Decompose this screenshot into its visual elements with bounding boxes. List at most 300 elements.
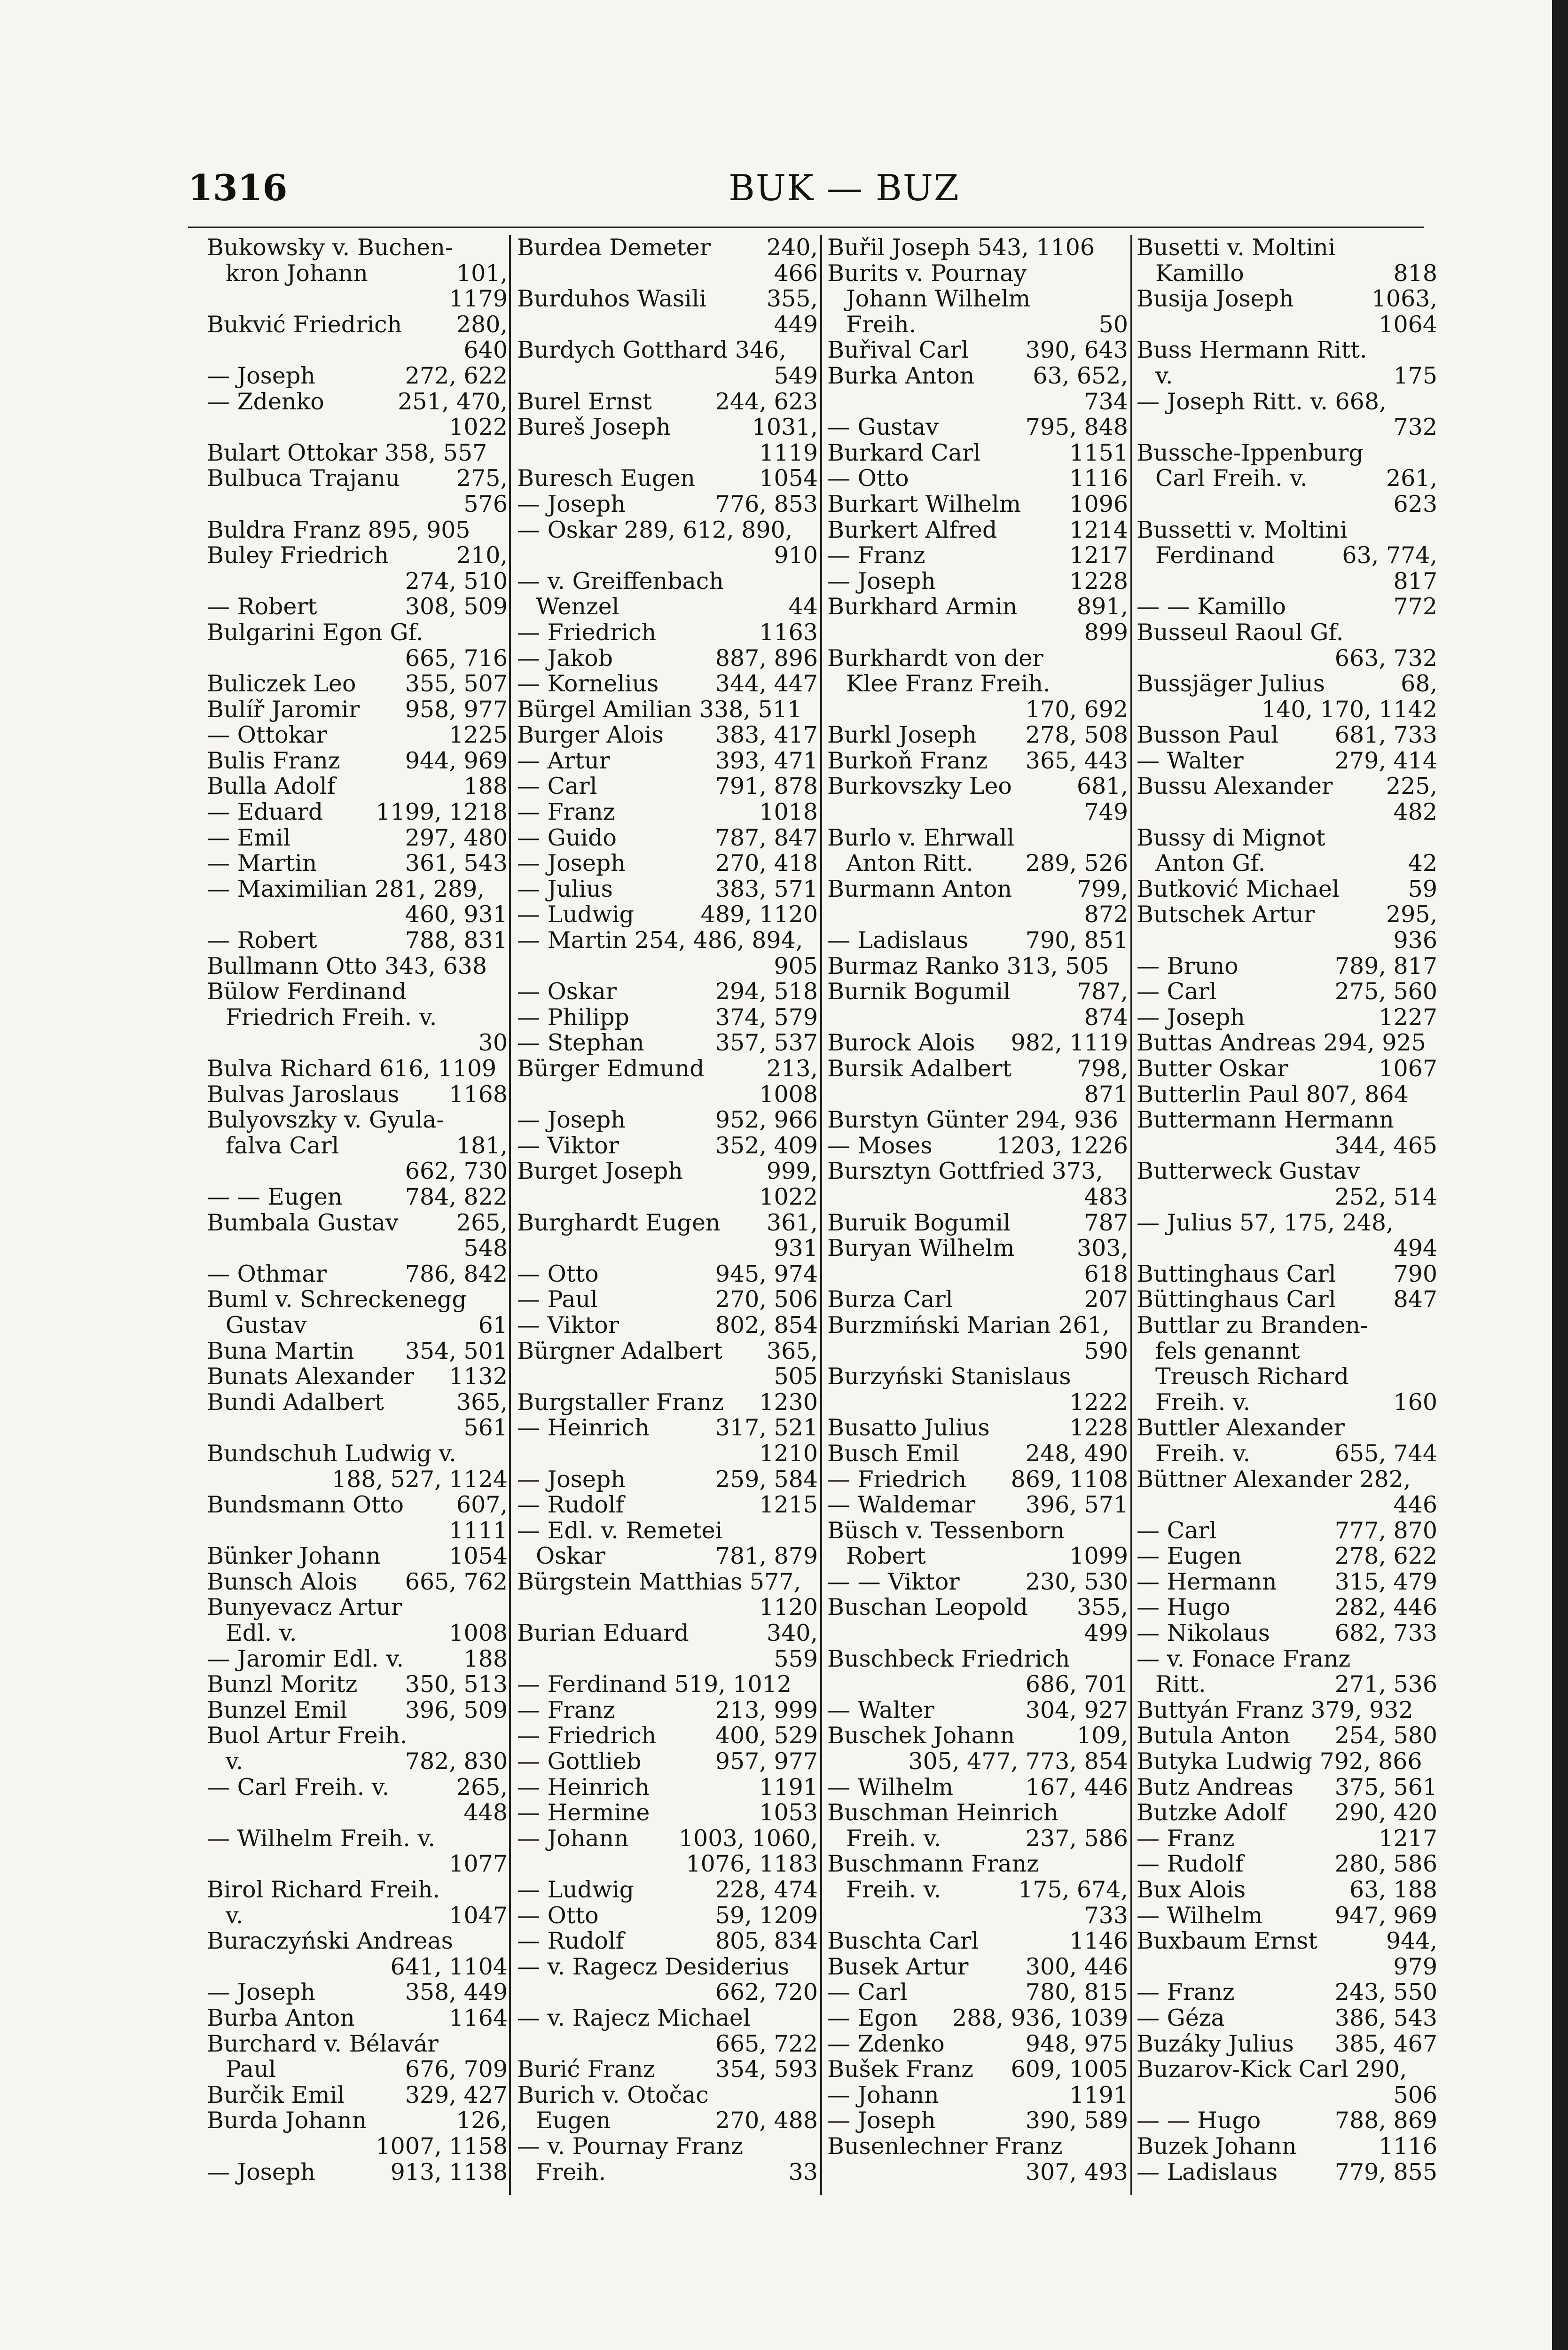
- entry-refs: 279, 414: [1334, 747, 1437, 774]
- directory-entry: [517, 1005, 818, 1031]
- entry-refs: 271, 536: [1334, 1671, 1437, 1698]
- entry-line: [1137, 1928, 1437, 1954]
- entry-line: 549: [774, 362, 818, 389]
- directory-entry: [207, 466, 508, 517]
- directory-entry: [827, 774, 1128, 825]
- entry-refs: 999,: [766, 1158, 818, 1185]
- entry-refs: 777, 870: [1334, 1517, 1437, 1544]
- entry-name: Butz Andreas: [1137, 1773, 1294, 1801]
- directory-entry: [517, 492, 818, 517]
- directory-entry: [207, 1082, 508, 1108]
- entry-name: — Ludwig: [517, 1876, 635, 1903]
- entry-refs: 126,: [456, 2107, 508, 2134]
- entry-name: Oskar: [536, 1543, 605, 1570]
- entry-refs: 789, 817: [1334, 952, 1437, 979]
- entry-line: [1137, 2134, 1437, 2160]
- entry-name: Burger Alois: [517, 721, 664, 749]
- entry-line: 1222: [1069, 1388, 1128, 1416]
- entry-name: Buna Martin: [207, 1337, 354, 1364]
- entry-refs: 790: [1393, 1260, 1437, 1287]
- entry-name: — Ottokar: [207, 721, 327, 749]
- entry-refs: 1191: [759, 1773, 818, 1801]
- entry-refs: 1067: [1379, 1055, 1437, 1082]
- entry-name: Buřival Carl: [827, 337, 969, 364]
- entry-name: — Paul: [517, 1286, 598, 1313]
- directory-entry: [827, 492, 1128, 517]
- entry-line: Buschmann Franz: [827, 1850, 1039, 1878]
- entry-name: — Friedrich: [517, 1722, 657, 1749]
- entry-refs: 1031,: [752, 414, 818, 441]
- entry-refs: 237, 586: [1025, 1825, 1128, 1852]
- entry-refs: 982, 1119: [1011, 1029, 1128, 1057]
- entry-line: [1137, 902, 1437, 928]
- directory-entry: [827, 954, 1128, 979]
- entry-refs: 1054: [759, 465, 818, 492]
- entry-refs: 278, 622: [1334, 1543, 1437, 1570]
- entry-refs: 1163: [759, 619, 818, 646]
- entry-line: [207, 671, 508, 697]
- entry-name: Bürgner Adalbert: [517, 1337, 723, 1364]
- directory-entry: [517, 1415, 818, 1466]
- entry-name: — Kornelius: [517, 670, 659, 697]
- entry-refs: 308, 509: [405, 593, 508, 620]
- directory-entry: [827, 1595, 1128, 1646]
- entry-name: — Joseph: [517, 1465, 626, 1493]
- entry-refs: 109,: [1076, 1722, 1128, 1749]
- entry-refs: 213,: [766, 1055, 818, 1082]
- directory-entry: [827, 2005, 1128, 2031]
- directory-entry: [517, 1492, 818, 1518]
- entry-refs: 358, 449: [405, 1979, 508, 2006]
- entry-refs: 787: [1084, 1209, 1128, 1236]
- entry-refs: 772: [1393, 593, 1437, 620]
- entry-line: [827, 1723, 1128, 1749]
- entry-refs: 375, 561: [1334, 1773, 1437, 1801]
- entry-refs: 1063,: [1371, 285, 1437, 313]
- entry-name: Burkard Carl: [827, 439, 981, 466]
- entry-line: [517, 1492, 818, 1518]
- entry-name: — Carl: [1137, 978, 1217, 1005]
- entry-line: Burits v. Pournay: [827, 259, 1027, 287]
- entry-line: [517, 1210, 818, 1236]
- directory-entry: [1137, 2057, 1437, 2108]
- entry-name: Robert: [846, 1543, 926, 1570]
- entry-line: 1179: [449, 285, 508, 313]
- entry-name: Bundsmann Otto: [207, 1491, 404, 1519]
- entry-line: [827, 1287, 1128, 1313]
- directory-entry: [517, 902, 818, 928]
- entry-line: [207, 312, 508, 338]
- directory-entry: [1137, 1928, 1437, 1980]
- entry-line: [207, 543, 508, 569]
- entry-name: — Eduard: [207, 799, 323, 826]
- directory-entry: [827, 1287, 1128, 1313]
- entry-line: 30: [478, 1029, 508, 1057]
- directory-entry: [827, 1364, 1128, 1415]
- entry-name: Buley Friedrich: [207, 542, 389, 569]
- entry-line: [517, 1056, 818, 1082]
- directory-entry: [517, 1390, 818, 1416]
- entry-refs: 869, 1108: [1011, 1465, 1128, 1493]
- entry-name: — Walter: [827, 1696, 934, 1723]
- entry-line: 732: [1393, 414, 1437, 441]
- entry-line: 170, 692: [1025, 696, 1128, 723]
- entry-refs: 181,: [456, 1132, 508, 1159]
- directory-entry: [207, 1698, 508, 1723]
- entry-line: [1137, 1441, 1437, 1467]
- entry-refs: 44: [788, 593, 818, 620]
- entry-line: [517, 979, 818, 1005]
- directory-entry: [827, 877, 1128, 928]
- entry-refs: 270, 488: [715, 2107, 818, 2134]
- entry-refs: 280,: [456, 311, 508, 338]
- entry-line: [827, 722, 1128, 748]
- entry-name: — Hermine: [517, 1799, 650, 1826]
- entry-refs: 1008: [449, 1620, 508, 1647]
- entry-name: — Bruno: [1137, 952, 1239, 979]
- entry-name: — Eugen: [1137, 1543, 1242, 1570]
- entry-line: [517, 594, 818, 620]
- entry-refs: 272, 622: [405, 362, 508, 389]
- directory-entry: [1137, 774, 1437, 825]
- entry-line: [517, 799, 818, 825]
- entry-line: 460, 931: [405, 901, 508, 928]
- directory-entry: [207, 979, 508, 1056]
- entry-refs: 240,: [766, 234, 818, 261]
- entry-name: — Otto: [517, 1260, 599, 1287]
- directory-entry: [1137, 1030, 1437, 1056]
- directory-entry: [827, 517, 1128, 543]
- entry-line: Bulart Ottokar 358, 557: [207, 439, 487, 466]
- entry-line: 1022: [759, 1183, 818, 1210]
- entry-name: Bulis Franz: [207, 747, 340, 774]
- entry-name: Buresch Eugen: [517, 465, 695, 492]
- entry-refs: 261,: [1386, 465, 1437, 492]
- entry-name: — Martin: [207, 850, 317, 877]
- directory-entry: [207, 1339, 508, 1364]
- entry-refs: 802, 854: [715, 1311, 818, 1339]
- column-divider: [509, 235, 511, 2195]
- entry-refs: 1168: [449, 1081, 508, 1108]
- directory-entry: [207, 1543, 508, 1569]
- entry-refs: 944, 969: [405, 747, 508, 774]
- entry-refs: 361, 543: [405, 850, 508, 877]
- directory-entry: [827, 1851, 1128, 1928]
- entry-line: [827, 1595, 1128, 1621]
- entry-refs: 787,: [1076, 978, 1128, 1005]
- entry-name: Burduhos Wasili: [517, 285, 707, 313]
- directory-entry: [207, 799, 508, 825]
- directory-entry: [517, 1030, 818, 1056]
- directory-entry: [207, 1184, 508, 1210]
- directory-entry: [827, 2108, 1128, 2134]
- directory-entry: [207, 1364, 508, 1390]
- directory-entry: [207, 235, 508, 312]
- entry-line: [1137, 877, 1437, 902]
- entry-name: — Joseph: [517, 850, 626, 877]
- entry-refs: 280, 586: [1334, 1850, 1437, 1878]
- entry-refs: 780, 815: [1025, 1979, 1128, 2006]
- directory-entry: [827, 235, 1128, 261]
- entry-refs: 847: [1393, 1286, 1437, 1313]
- entry-refs: 944,: [1386, 1927, 1437, 1955]
- directory-entry: [827, 1236, 1128, 1287]
- entry-line: [207, 1339, 508, 1364]
- directory-entry: [1137, 337, 1437, 389]
- entry-refs: 393, 471: [715, 747, 818, 774]
- directory-entry: [1137, 1877, 1437, 1903]
- directory-entry: [1137, 671, 1437, 722]
- entry-name: Busija Joseph: [1137, 285, 1294, 313]
- entry-line: Buraczyński Andreas: [207, 1927, 453, 1955]
- directory-entry: [517, 2057, 818, 2083]
- entry-line: [517, 2108, 818, 2134]
- entry-refs: 1116: [1379, 2132, 1437, 2160]
- entry-refs: 228, 474: [715, 1876, 818, 1903]
- entry-refs: 390, 643: [1025, 337, 1128, 364]
- entry-name: — — Viktor: [827, 1568, 960, 1595]
- entry-name: — Gottlieb: [517, 1748, 642, 1775]
- directory-entry: [517, 235, 818, 286]
- directory-entry: [1137, 2108, 1437, 2134]
- entry-name: — Viktor: [517, 1132, 619, 1159]
- entry-line: [207, 2083, 508, 2108]
- entry-name: — Hugo: [1137, 1594, 1231, 1621]
- entry-line: — Ferdinand 519, 1012: [517, 1671, 792, 1698]
- entry-refs: 676, 709: [405, 2056, 508, 2083]
- entry-line: 663, 732: [1334, 644, 1437, 672]
- entry-refs: 607,: [456, 1491, 508, 1519]
- entry-refs: 948, 975: [1025, 2030, 1128, 2057]
- entry-line: 1210: [759, 1440, 818, 1467]
- entry-line: [827, 1569, 1128, 1595]
- entry-name: Ritt.: [1155, 1671, 1206, 1698]
- entry-name: — Otto: [827, 465, 909, 492]
- entry-line: [207, 1621, 508, 1646]
- entry-refs: 790, 851: [1025, 927, 1128, 954]
- entry-name: — — Kamillo: [1137, 593, 1286, 620]
- entry-refs: 344, 447: [715, 670, 818, 697]
- directory-entry: [517, 697, 818, 723]
- entry-line: [207, 2108, 508, 2134]
- directory-entry: [827, 2031, 1128, 2057]
- directory-entry: [207, 748, 508, 774]
- directory-entry: [827, 1030, 1128, 1056]
- entry-refs: 243, 550: [1334, 1979, 1437, 2006]
- directory-entry: [1137, 2031, 1437, 2057]
- directory-entry: [207, 1723, 508, 1774]
- entry-line: Birol Richard Freih.: [207, 1876, 440, 1903]
- directory-entry: [1137, 389, 1437, 440]
- entry-name: — Egon: [827, 2004, 918, 2031]
- entry-name: Bukvić Friedrich: [207, 311, 402, 338]
- entry-line: [207, 1749, 508, 1775]
- entry-line: [207, 594, 508, 620]
- directory-entry: [517, 646, 818, 672]
- directory-entry: [517, 1313, 818, 1339]
- entry-line: 749: [1084, 799, 1128, 826]
- entry-line: [517, 1826, 818, 1852]
- entry-line: [207, 1646, 508, 1672]
- entry-refs: 101,: [456, 259, 508, 287]
- directory-entry: [827, 1107, 1128, 1133]
- entry-line: Buschbeck Friedrich: [827, 1645, 1070, 1672]
- directory-entry: [207, 312, 508, 363]
- directory-entry: [207, 1646, 508, 1672]
- entry-name: — Joseph: [207, 1979, 315, 2006]
- entry-refs: 1230: [759, 1388, 818, 1416]
- entry-name: Freih. v.: [1155, 1388, 1251, 1416]
- entry-name: — Franz: [827, 542, 925, 569]
- entry-line: Burich v. Otočac: [517, 2081, 709, 2108]
- entry-refs: 1228: [1069, 567, 1128, 595]
- entry-name: — Artur: [517, 747, 611, 774]
- entry-line: [827, 1133, 1128, 1159]
- directory-entry: [1137, 1723, 1437, 1749]
- entry-refs: 289, 526: [1025, 850, 1128, 877]
- directory-entry: [827, 2057, 1128, 2083]
- entry-refs: 1214: [1069, 516, 1128, 543]
- entry-line: 252, 514: [1334, 1183, 1437, 1210]
- directory-entry: [517, 1723, 818, 1749]
- entry-line: [827, 466, 1128, 492]
- directory-entry: [827, 1646, 1128, 1698]
- entry-refs: 270, 418: [715, 850, 818, 877]
- entry-line: 499: [1084, 1620, 1128, 1647]
- entry-line: 559: [774, 1645, 818, 1672]
- entry-line: Buldra Franz 895, 905: [207, 516, 470, 543]
- entry-line: [827, 517, 1128, 543]
- directory-entry: [517, 1569, 818, 1621]
- entry-refs: 786, 842: [405, 1260, 508, 1287]
- entry-refs: 400, 529: [715, 1722, 818, 1749]
- directory-entry: [207, 1826, 508, 1877]
- entry-refs: 957, 977: [715, 1748, 818, 1775]
- entry-line: Buml v. Schreckenegg: [207, 1286, 467, 1313]
- entry-line: [1137, 1543, 1437, 1569]
- entry-refs: 788, 869: [1334, 2107, 1437, 2134]
- directory-entry: [517, 1467, 818, 1493]
- entry-line: [827, 1877, 1128, 1903]
- entry-line: [827, 1056, 1128, 1082]
- entry-line: [1137, 2031, 1437, 2057]
- entry-line: [517, 235, 818, 261]
- entry-line: [517, 2057, 818, 2083]
- entry-name: Burkl Joseph: [827, 721, 977, 749]
- entry-name: Anton Ritt.: [846, 850, 973, 877]
- entry-name: — Carl: [1137, 1517, 1217, 1544]
- entry-line: 931: [774, 1235, 818, 1262]
- entry-line: [1137, 363, 1437, 389]
- entry-name: — Ludwig: [517, 901, 635, 928]
- directory-entry: [1137, 1980, 1437, 2005]
- entry-line: [207, 697, 508, 723]
- directory-entry: [517, 825, 818, 851]
- entry-name: — Franz: [517, 799, 615, 826]
- entry-line: [517, 1261, 818, 1287]
- directory-entry: [827, 928, 1128, 954]
- entry-line: 623: [1393, 490, 1437, 517]
- directory-entry: [207, 517, 508, 543]
- scan-edge-right: [1552, 0, 1568, 2350]
- directory-entry: [827, 825, 1128, 877]
- directory-entry: [207, 1595, 508, 1646]
- directory-entry: [207, 954, 508, 979]
- entry-line: [1137, 1595, 1437, 1621]
- directory-entry: [1137, 1005, 1437, 1031]
- entry-line: Buttlar zu Branden-: [1137, 1311, 1368, 1339]
- entry-name: Bunsch Alois: [207, 1568, 358, 1595]
- entry-line: 733: [1084, 1902, 1128, 1929]
- entry-line: [1137, 2108, 1437, 2134]
- entry-line: 274, 510: [405, 567, 508, 595]
- entry-name: Eugen: [536, 2107, 611, 2134]
- directory-entry: [517, 620, 818, 646]
- entry-name: Anton Gf.: [1155, 850, 1266, 877]
- entry-name: Burda Johann: [207, 2107, 367, 2134]
- directory-entry: [517, 979, 818, 1005]
- entry-line: [827, 1236, 1128, 1261]
- entry-line: — Joseph Ritt. v. 668,: [1137, 388, 1387, 415]
- entry-refs: 781, 879: [715, 1543, 818, 1570]
- entry-refs: 63, 774,: [1342, 542, 1437, 569]
- entry-name: Bussjäger Julius: [1137, 670, 1325, 697]
- entry-name: Buschta Carl: [827, 1927, 979, 1955]
- entry-line: 344, 465: [1334, 1132, 1437, 1159]
- entry-line: [517, 748, 818, 774]
- directory-entry: [517, 722, 818, 748]
- entry-line: 899: [1084, 619, 1128, 646]
- entry-line: 662, 720: [715, 1979, 818, 2006]
- entry-line: 140, 170, 1142: [1261, 696, 1437, 723]
- entry-line: [517, 389, 818, 415]
- entry-name: — Joseph: [517, 1106, 626, 1134]
- entry-name: Burčik Emil: [207, 2081, 345, 2108]
- entry-name: Burka Anton: [827, 362, 975, 389]
- entry-line: 561: [463, 1414, 508, 1441]
- entry-refs: 1151: [1069, 439, 1128, 466]
- directory-entry: [207, 543, 508, 594]
- directory-entry: [827, 748, 1128, 774]
- entry-line: 874: [1084, 1003, 1128, 1031]
- entry-refs: 295,: [1386, 901, 1437, 928]
- entry-refs: 799,: [1076, 875, 1128, 902]
- entry-line: [827, 2108, 1128, 2134]
- entry-line: [827, 594, 1128, 620]
- directory-entry: [207, 1390, 508, 1441]
- entry-line: [827, 415, 1128, 440]
- entry-refs: 891,: [1076, 593, 1128, 620]
- directory-entry: [517, 671, 818, 697]
- directory-entry: [207, 594, 508, 620]
- directory-entry: [207, 774, 508, 799]
- entry-name: — Franz: [517, 1696, 615, 1723]
- entry-refs: 265,: [456, 1773, 508, 1801]
- entry-line: [207, 1313, 508, 1339]
- directory-entry: [1137, 1261, 1437, 1287]
- entry-line: 872: [1084, 901, 1128, 928]
- page-number: 1316: [188, 167, 288, 209]
- entry-line: [517, 1159, 818, 1184]
- entry-refs: 42: [1408, 850, 1437, 877]
- entry-line: [517, 646, 818, 672]
- directory-entry: [517, 2083, 818, 2134]
- entry-name: Buttinghaus Carl: [1137, 1260, 1336, 1287]
- entry-name: — Rudolf: [517, 1491, 624, 1519]
- directory-entry: [1137, 1800, 1437, 1826]
- entry-line: Butyka Ludwig 792, 866: [1137, 1748, 1422, 1775]
- entry-line: Busseul Raoul Gf.: [1137, 619, 1344, 646]
